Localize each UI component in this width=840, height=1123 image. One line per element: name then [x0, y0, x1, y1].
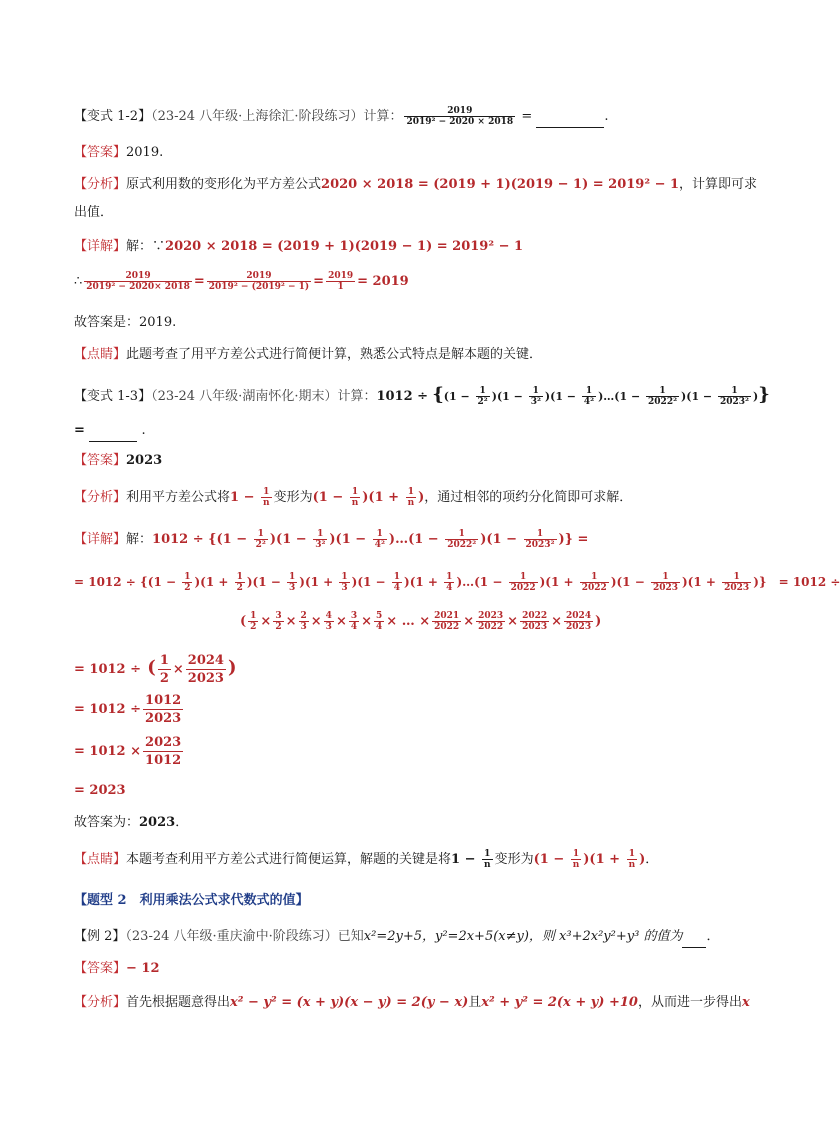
q13-final: 故答案为：2023． — [74, 815, 189, 830]
q2-answer: 【答案】− 12 — [74, 961, 160, 976]
answer-blank — [89, 427, 137, 442]
q12-analysis-cont: 出值． — [74, 205, 114, 220]
q13-insight: 【点睛】本题考查利用平方差公式进行简便运算，解题的关键是将1 − $\frac{1}{n}$ 变形为(1 − $\frac{1}{n}$ )(1 + $\frac{1}{n}$ )． — [74, 849, 659, 870]
q13-detail-line1: 【详解】解：1012 ÷ {(1 − $\frac{1}{\text{2²}}$ )(1 − $\frac{1}{\text{3²}}$ )(1 − $\frac{1}{\text{4²}}$ )…(1 − $\frac{1}{\text{2022²}}$ )(1 − $\frac{1}{\text{2023²}}$ )} = — [74, 529, 589, 550]
q12-question: 【变式 1-2】（23-24 八年级·上海徐汇·阶段练习）计算： $\frac{2019}{\text{2019² − 2020 × 2018}}$ = . — [74, 106, 609, 127]
q13-detail-line2: = 1012 ÷ {(1 − $\frac{1}{2}$ )(1 + $\frac{1}{2}$ )(1 − $\frac{1}{3}$ )(1 + $\frac{1}{3}$ )(1 − $\frac{1}{4}$ )(1 + $\frac{1}{4}$ )…(1 − $\frac{1}{2022}$ )(1 + $\frac{1}{2022}$ )(1 − $\frac{1}{2023}$ )(1 + $\frac{1}{2023}$ )} = 1012 ÷ — [74, 572, 840, 593]
fraction-1: $\frac{2019}{\text{2019² − 2020× 2018}}$ — [86, 271, 190, 292]
q12-detail-fraction-chain: ∴ $\frac{2019}{\text{2019² − 2020× 2018}}$ = $\frac{2019}{\text{2019² − (2019² − 1)}}$ = $\frac{2019}{1}$ = 2019 — [74, 271, 409, 292]
q12-analysis: 【分析】原式利用数的变形化为平方差公式2020 × 2018 = (2019 + 1)(2019 − 1) = 2019² − 1，计算即可求 — [74, 177, 758, 192]
answer-blank — [682, 933, 706, 948]
q13-answer: 【答案】2023 — [74, 453, 163, 468]
q12-final: 故答案是：2019. — [74, 315, 177, 330]
fraction-3: $\frac{2019}{1}$ — [328, 271, 354, 292]
q12-fraction: $\frac{2019}{\text{2019² − 2020 × 2018}}$ — [406, 106, 514, 127]
q13-detail-line3: ( $\frac{1}{2}$ × $\frac{3}{2}$ × $\frac{2}{3}$ × $\frac{4}{3}$ × $\frac{3}{4}$ × $\frac{5}{4}$ × … × $\frac{2021}{2022}$ × $\frac{2023}{2022}$ × $\frac{2022}{2023}$ × $\frac{2024}{2023}$ ) — [240, 611, 602, 632]
q13-step4: = 1012 ÷ $\frac{1012}{2023}$ — [74, 693, 182, 726]
answer-blank — [536, 113, 604, 128]
fraction-2: $\frac{2019}{\text{2019² − (2019² − 1)}}$ — [208, 271, 310, 292]
q13-analysis: 【分析】利用平方差公式将1 − $\frac{1}{n}$ 变形为(1 − $\frac{1}{n}$ )(1 + $\frac{1}{n}$ )，通过相邻的项约分化简即可求解． — [74, 487, 633, 508]
label-bianshi12: 【变式 1-2】 — [74, 109, 152, 124]
q13-question-blank: = . — [74, 420, 720, 442]
section-title-type2: 【题型 2 利用乘法公式求代数式的值】 — [74, 893, 309, 908]
q13-step6: = 2023 — [74, 783, 126, 798]
q12-source: （23-24 八年级·上海徐汇·阶段练习）计算： — [151, 109, 403, 124]
q12-detail: 【详解】解：∵2020 × 2018 = (2019 + 1)(2019 − 1) = 2019² − 1 — [74, 239, 524, 254]
q2-question: 【例 2】（23-24 八年级·重庆渝中·阶段练习）已知x²=2y+5，y²=2x+5(x≠y)，则 x³+2x²y²+y³ 的值为 ． — [74, 926, 720, 948]
q12-insight: 【点睛】此题考查了用平方差公式进行简便计算，熟悉公式特点是解本题的关键． — [74, 347, 543, 362]
q13-step5: = 1012 × $\frac{2023}{1012}$ — [74, 735, 182, 768]
q2-analysis: 【分析】首先根据题意得出x² − y² = (x + y)(x − y) = 2(y − x)且x² + y² = 2(x + y) +10，从而进一步得出x — [74, 995, 750, 1010]
q13-step3: = 1012 ÷ ( $\frac{1}{2}$ × $\frac{2024}{2023}$ ) — [74, 653, 237, 686]
q12-answer: 【答案】2019. — [74, 145, 164, 160]
q13-question: 【变式 1-3】（23-24 八年级·湖南怀化·期末）计算：1012 ÷ {(1 − $\frac{1}{\text{2²}}$ )(1 − $\frac{1}{\text{3²}}$ )(1 − $\frac{1}{\text{4²}}$ )…(1 − $\frac{1}{\text{2022²}}$ )(1 − $\frac{1}{\text{2023²}}$ )} — [74, 384, 770, 407]
